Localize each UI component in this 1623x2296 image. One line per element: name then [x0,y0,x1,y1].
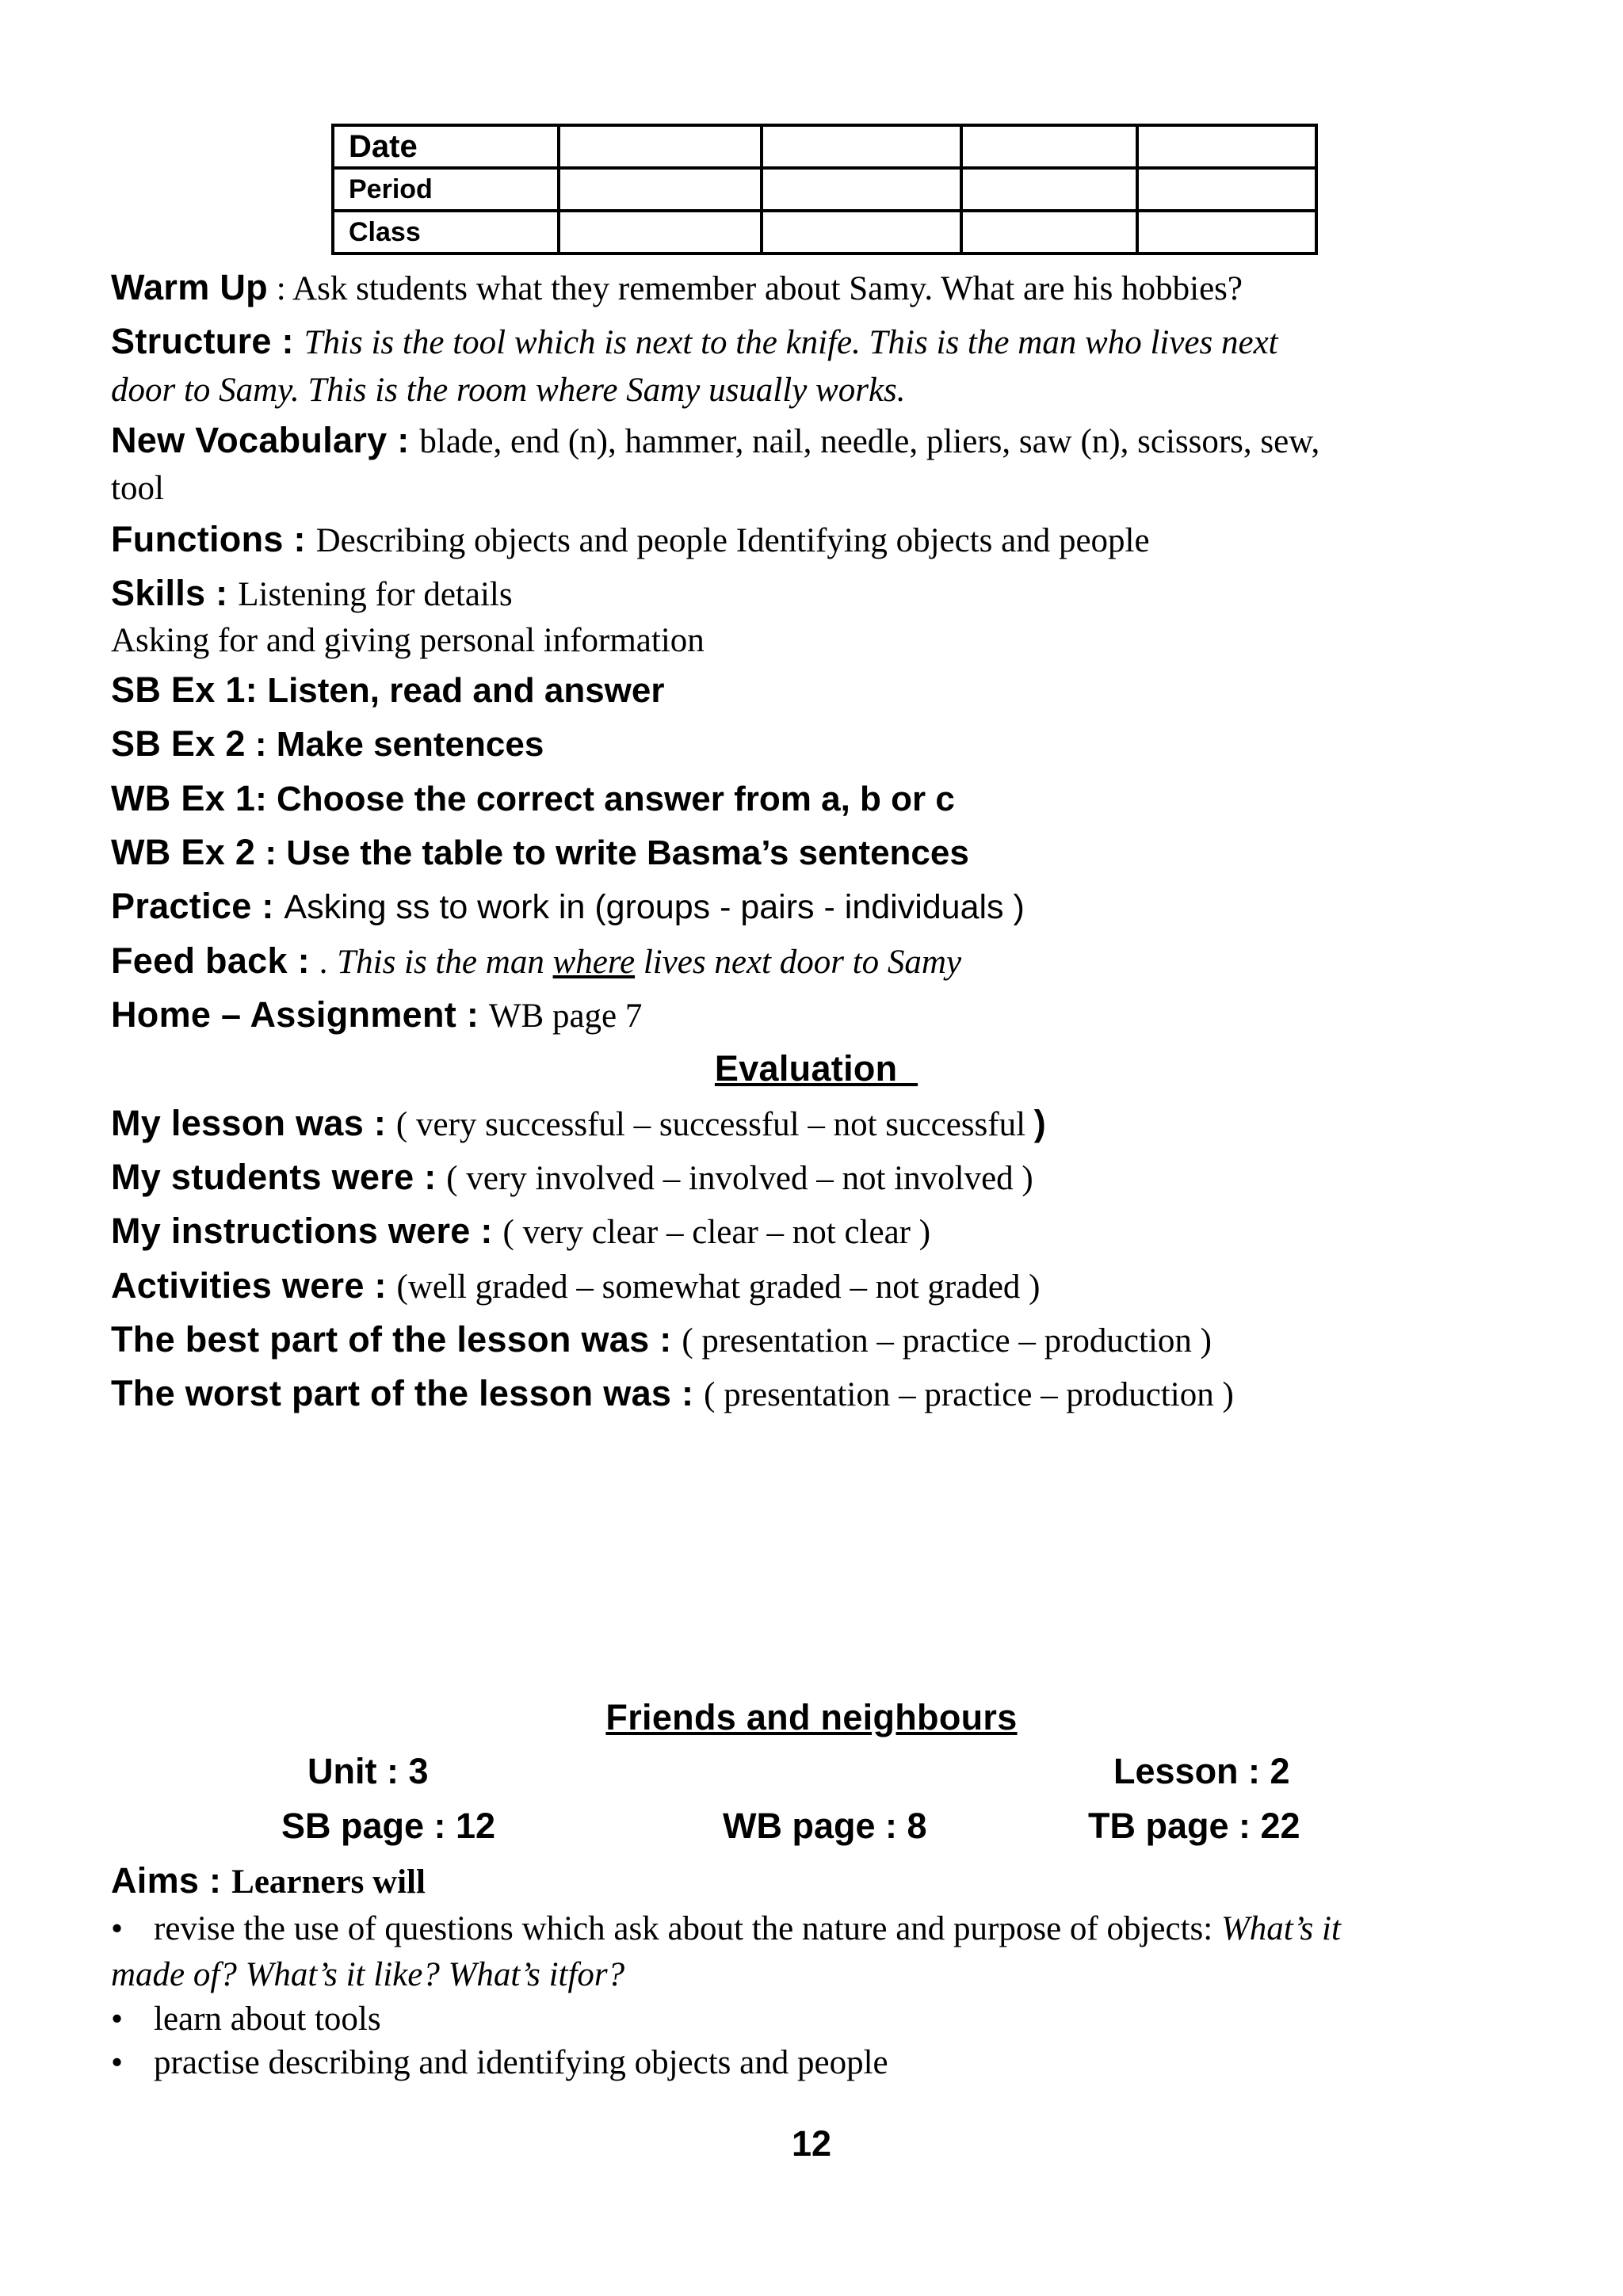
feedback-line [111,940,1522,982]
aims-bullet-cont [111,1955,624,1994]
wb-page-ref [723,1806,927,1847]
evaluation-options: ( presentation – practice – production ) [704,1376,1234,1413]
aims-bullet [111,1909,1341,1948]
period-cell[interactable] [559,168,762,211]
aims-bullet [111,2043,888,2082]
evaluation-label: My instructions were : [111,1211,503,1251]
evaluation-label: The best part of the lesson was : [111,1319,682,1360]
structure-label: Structure : [111,321,304,361]
evaluation-row [111,1211,1522,1252]
evaluation-options: ( very clear – clear – not clear ) [502,1214,931,1251]
evaluation-row [111,1265,1522,1306]
bullet-icon: • [111,2044,124,2081]
class-label: Class [333,211,559,254]
wb-ex2-text: : Use the table to write Basma’s sentences [255,833,969,872]
practice-label: Practice : [111,886,285,926]
date-cell[interactable] [762,125,961,168]
sb-ex2-line [111,723,1522,765]
bullet-icon: • [111,1910,124,1947]
vocabulary-text-2: tool [111,470,164,507]
home-assignment-label: Home – Assignment : [111,994,489,1035]
evaluation-heading: Evaluation [714,1048,898,1089]
sb-ex2-text: : Make sentences [245,725,544,764]
aims-bullet [111,2000,381,2039]
skills-text-2: Asking for and giving personal information [111,622,705,659]
bullet-text: practise describing and identifying objects and people [154,2044,888,2081]
evaluation-row [111,1103,1522,1144]
bullet-text-italic: What’s it [1220,1910,1341,1947]
home-assignment-line [111,994,1522,1035]
table-row [333,125,1316,168]
date-cell[interactable] [961,125,1137,168]
wb-ex1-text: : Choose the correct answer from a, b or c [255,780,955,818]
date-cell[interactable] [1137,125,1316,168]
date-cell[interactable] [559,125,762,168]
practice-text: Asking ss to work in (groups - pairs - individuals ) [284,888,1025,926]
skills-text: Listening for details [238,576,513,613]
evaluation-label: My lesson was : [111,1103,396,1143]
functions-text: Describing objects and people Identifying objects and people [315,522,1150,559]
structure-text: This is the tool which is next to the knife. This is the man who lives next [304,324,1278,361]
evaluation-options: ( very successful – successful – not successful [395,1106,1034,1143]
unit-text: Unit : 3 [307,1751,429,1791]
aims-label: Aims : [111,1860,232,1901]
evaluation-row [111,1319,1522,1360]
wb-ex1-line [111,778,1522,819]
bullet-text-italic-2: made of? What’s it like? What’s itfor? [111,1956,625,1993]
vocabulary-line-2 [111,469,164,508]
evaluation-label: My students were : [111,1157,447,1197]
lesson-number [1113,1751,1290,1792]
vocabulary-text: blade, end (n), hammer, nail, needle, pliers, saw (n), scissors, sew, [419,423,1320,460]
class-cell[interactable] [762,211,961,254]
wb-page-text: WB page : 8 [723,1806,927,1846]
evaluation-options: ( very involved – involved – not involved ) [446,1160,1033,1197]
lesson-text: Lesson : 2 [1113,1751,1290,1791]
class-cell[interactable] [1137,211,1316,254]
lesson-title-wrap [0,1697,1623,1738]
unit-number [307,1751,429,1792]
warm-up-sep: : [267,270,293,307]
functions-line [111,519,1522,560]
structure-line-2 [111,371,906,410]
date-label: Date [333,125,559,168]
evaluation-label: The worst part of the lesson was : [111,1373,705,1413]
bullet-text: revise the use of questions which ask about the nature and purpose of objects: [154,1910,1221,1947]
aims-text: Learners will [231,1863,426,1901]
evaluation-label: Activities were : [111,1265,397,1306]
lesson-title: Friends and neighbours [605,1697,1018,1737]
bullet-text: learn about tools [154,2000,381,2038]
structure-text-2: door to Samy. This is the room where Samy usually works. [111,372,906,409]
date-period-class-table [331,124,1318,255]
sb-ex1-label: SB Ex 1: [111,669,258,710]
sb-ex1-text: Listen, read and answer [257,671,665,710]
evaluation-options: ( presentation – practice – production ) [682,1322,1212,1360]
feedback-underlined-word: where [552,944,636,981]
evaluation-row [111,1373,1522,1414]
skills-line [111,573,1522,614]
table-row [333,211,1316,254]
period-cell[interactable] [762,168,961,211]
class-cell[interactable] [559,211,762,254]
tb-page-text: TB page : 22 [1088,1806,1300,1846]
bullet-icon: • [111,2000,124,2038]
class-cell[interactable] [961,211,1137,254]
feedback-label: Feed back : [111,940,320,981]
structure-line [111,321,1522,362]
aims-line [111,1860,1522,1901]
page-number-wrap [0,2123,1623,2164]
period-cell[interactable] [1137,168,1316,211]
vocabulary-label: New Vocabulary : [111,420,420,460]
wb-ex1-label: WB Ex 1 [111,778,256,818]
tb-page-ref [1088,1806,1300,1847]
skills-label: Skills : [111,573,239,613]
warm-up-line [111,267,1522,308]
evaluation-options: (well graded – somewhat graded – not graded ) [396,1268,1041,1306]
page-number: 12 [791,2123,832,2164]
sb-ex2-label: SB Ex 2 [111,723,246,764]
sb-ex1-line [111,669,1522,711]
functions-label: Functions : [111,519,316,559]
table-row [333,168,1316,211]
home-assignment-text: WB page 7 [488,997,643,1035]
evaluation-row [111,1157,1522,1198]
skills-line-2 [111,621,705,660]
warm-up-text: Ask students what they remember about Samy. What are his hobbies? [292,270,1243,307]
sb-page-ref [281,1806,495,1847]
wb-ex2-label: WB Ex 2 [111,832,256,872]
period-label: Period [333,168,559,211]
evaluation-heading-wrap [0,1048,1623,1089]
feedback-text: . This is the man [319,944,553,981]
sb-page-text: SB page : 12 [281,1806,496,1846]
wb-ex2-line [111,832,1522,873]
period-cell[interactable] [961,168,1137,211]
vocabulary-line [111,420,1522,461]
feedback-text-end: lives next door to Samy [635,944,962,981]
evaluation-close-paren: ) [1033,1103,1047,1143]
warm-up-label: Warm Up [111,267,268,307]
practice-line [111,886,1522,927]
